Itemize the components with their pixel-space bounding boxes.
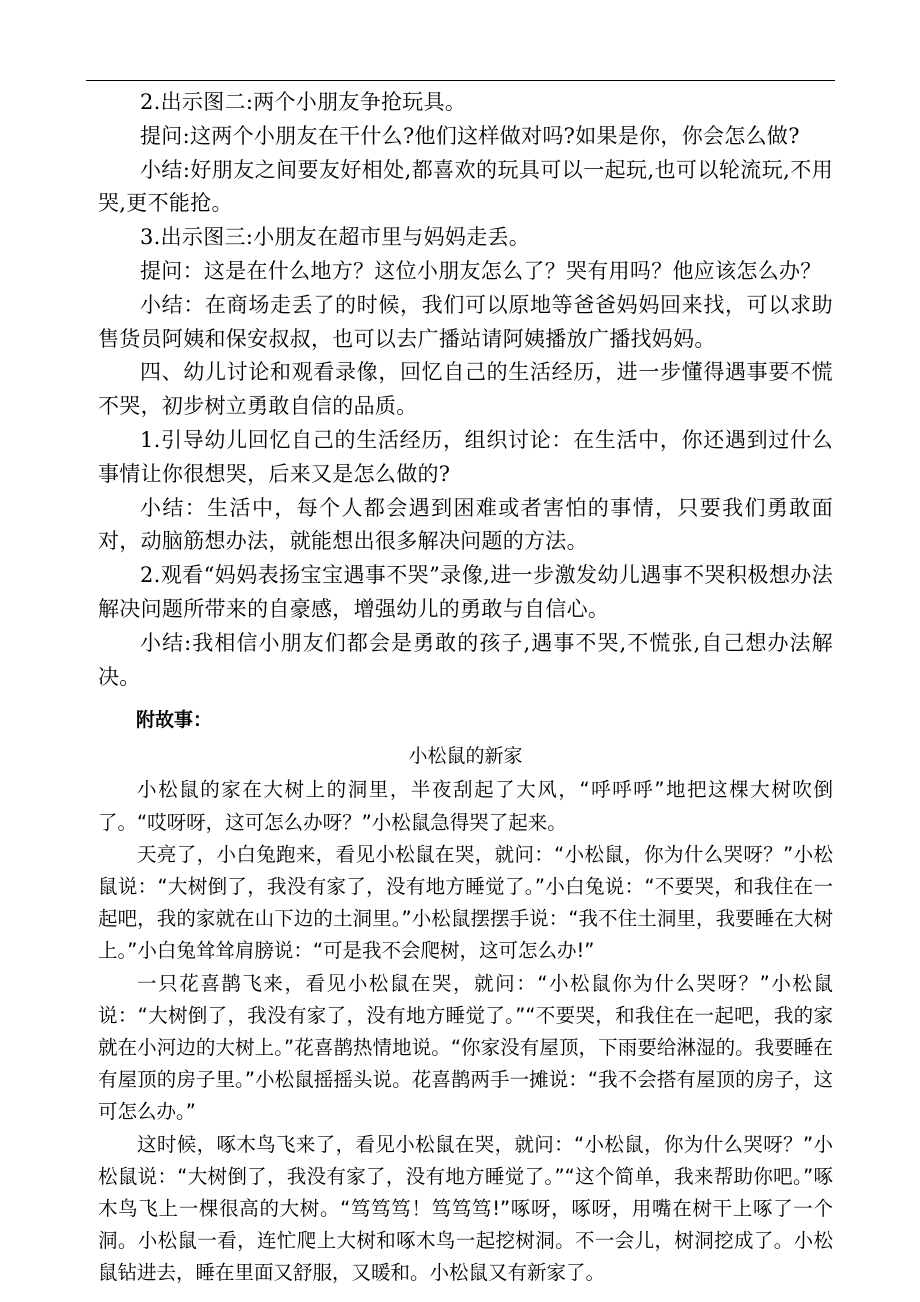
paragraph: 小结：在商场走丢了的时候，我们可以原地等爸爸妈妈回来找，可以求助售货员阿姨和保安叔叔，也可以去广播站请阿姨播放广播找妈妈。 [98,292,833,351]
appendix-heading: 附故事： [136,709,213,732]
paragraph: 2.观看“妈妈表扬宝宝遇事不哭”录像,进一步激发幼儿遇事不哭积极想办法解决问题所带来的自豪感，增强幼儿的勇敢与自信心。 [98,563,833,621]
paragraph: 3.出示图三:小朋友在超市里与妈妈走丢。 [140,225,531,250]
story-paragraph: 小松鼠的家在大树上的洞里，半夜刮起了大风，“呼呼呼”地把这棵大树吹倒了。“哎呀呀，这可怎么办呀？”小松鼠急得哭了起来。 [98,778,833,834]
story-title: 小松鼠的新家 [408,745,523,768]
paragraph: 提问：这是在什么地方？这位小朋友怎么了？哭有用吗？他应该怎么办？ [140,258,822,283]
paragraph: 小结:我相信小朋友们都会是勇敢的孩子,遇事不哭,不慌张,自己想办法解决。 [98,630,833,689]
paragraph: 小结：生活中，每个人都会遇到困难或者害怕的事情，只要我们勇敢面对，动脑筋想办法，就能想出很多解决问题的方法。 [98,495,833,554]
story-section [98,702,833,1289]
story-paragraph: 一只花喜鹊飞来，看见小松鼠在哭，就问：“小松鼠你为什么哭呀？”小松鼠说：“大树倒了，我没有家了，没有地方睡觉了。”“不要哭，和我住在一起吧，我的家就在小河边的大树上。”花喜鹊热情地说。“你家没有屋顶，下雨要给淋湿的。我要睡在有屋顶的房子里。”小松鼠摇摇头说。花喜鹊两手一摊说：“我不会搭有屋顶的房子，这可怎么办。” [98,971,833,1124]
header-rule [86,80,835,81]
paragraph: 2.出示图二:两个小朋友争抢玩具。 [140,90,467,114]
story-paragraph: 天亮了，小白兔跑来，看见小松鼠在哭，就问：“小松鼠，你为什么哭呀？”小松鼠说：“大树倒了，我没有家了，没有地方睡觉了。”小白兔说：“不要哭，和我住在一起吧，我的家就在山下边的土洞里。”小松鼠摆摆手说：“我不住土洞里，我要睡在大树上。”小白兔耸耸肩膀说：“可是我不会爬树，这可怎么办!” [98,842,833,963]
paragraph: 提问:这两个小朋友在干什么?他们这样做对吗?如果是你，你会怎么做? [140,123,800,148]
paragraph: 四、幼儿讨论和观看录像，回忆自己的生活经历，进一步懂得遇事要不慌不哭，初步树立勇敢自信的品质。 [98,360,833,419]
document-content [98,86,833,1290]
lesson-section [98,86,833,694]
story-paragraph: 这时候，啄木鸟飞来了，看见小松鼠在哭，就问：“小松鼠，你为什么哭呀？”小松鼠说：“大树倒了，我没有家了，没有地方睡觉了。”“这个简单，我来帮助你吧。”啄木鸟飞上一棵很高的大树。“笃笃笃！笃笃笃!”啄呀，啄呀，用嘴在树干上啄了一个洞。小松鼠一看，连忙爬上大树和啄木鸟一起挖树洞。不一会儿，树洞挖成了。小松鼠钻进去，睡在里面又舒服，又暖和。小松鼠又有新家了。 [98,1132,833,1285]
paragraph: 小结:好朋友之间要友好相处,都喜欢的玩具可以一起玩,也可以轮流玩,不用哭,更不能抢。 [98,157,833,216]
paragraph: 1.引导幼儿回忆自己的生活经历，组织讨论：在生活中，你还遇到过什么事情让你很想哭，后来又是怎么做的? [98,427,833,486]
story-body [98,774,833,1289]
